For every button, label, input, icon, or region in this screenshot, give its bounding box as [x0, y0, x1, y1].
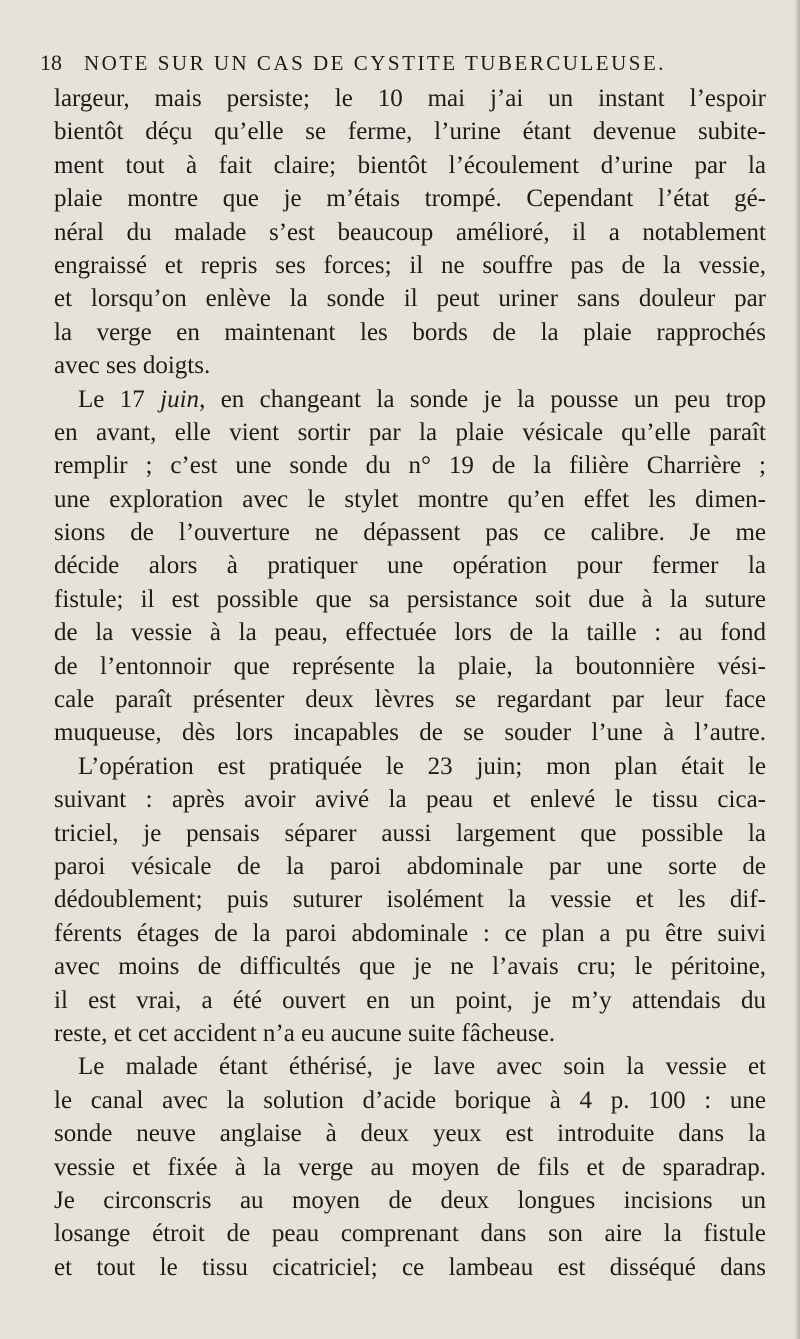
text-line: plaie montre que je m’étais trompé. Cependant l’état gé- — [54, 185, 766, 213]
text-line: triciel, je pensais séparer aussi largement que possible la — [54, 819, 766, 847]
text-line: ment tout à fait claire; bientôt l’écoulement d’urine par la — [54, 151, 766, 179]
text-line: fistule; il est possible que sa persistance soit due à la suture — [54, 585, 766, 613]
text-line — [54, 383, 766, 416]
text-line: néral du malade s’est beaucoup amélioré, il a notablement — [54, 218, 766, 246]
text-line: suivant : après avoir avivé la peau et enlevé le tissu cica- — [54, 786, 766, 814]
text-fragment: Le 17 — [78, 385, 161, 413]
text-line: avec ses doigts. — [54, 352, 211, 380]
text-line: décide alors à pratiquer une opération pour fermer la — [54, 552, 766, 580]
text-fragment: , en changeant la sonde je la pousse un peu trop — [199, 385, 766, 413]
text-line: muqueuse, dès lors incapables de se souder l’une à l’autre. — [54, 719, 766, 747]
text-line: une exploration avec le stylet montre qu’en effet les dimen- — [54, 485, 766, 513]
text-line: L’opération est pratiquée le 23 juin; mon plan était le — [78, 752, 766, 780]
text-line: il est vrai, a été ouvert en un point, je m’y attendais du — [54, 986, 766, 1014]
text-line: reste, et cet accident n’a eu aucune suite fâcheuse. — [54, 1019, 556, 1047]
text-line: engraissé et repris ses forces; il ne souffre pas de la vessie, — [54, 251, 766, 279]
text-line: largeur, mais persiste; le 10 mai j’ai un instant l’espoir — [54, 85, 766, 112]
running-header — [40, 48, 760, 78]
text-line: paroi vésicale de la paroi abdominale par une sorte de — [54, 852, 766, 880]
text-line: le canal avec la solution d’acide borique à 4 p. 100 : une — [54, 1086, 766, 1114]
text-line: avec moins de difficultés que je ne l’avais cru; le péritoine, — [54, 953, 766, 981]
text-line: dédoublement; puis suturer isolément la vessie et les dif- — [54, 886, 766, 914]
text-line: cale paraît présenter deux lèvres se regardant par leur face — [54, 686, 766, 714]
page-edge-shadow — [794, 0, 800, 1339]
text-line: férents étages de la paroi abdominale : ce plan a pu être suivi — [54, 919, 766, 947]
text-line: sions de l’ouverture ne dépassent pas ce calibre. Je me — [54, 519, 766, 547]
text-line: de la vessie à la peau, effectuée lors de la taille : au fond — [54, 619, 766, 647]
text-line: bientôt déçu qu’elle se ferme, l’urine étant devenue subite- — [54, 118, 766, 146]
text-line: de l’entonnoir que représente la plaie, la boutonnière vési- — [54, 652, 766, 680]
text-line: losange étroit de peau comprenant dans son aire la fistule — [54, 1220, 766, 1248]
text-line: et tout le tissu cicatriciel; ce lambeau est disséqué dans — [54, 1253, 766, 1281]
text-line: la verge en maintenant les bords de la plaie rapprochés — [54, 318, 766, 346]
text-line: sonde neuve anglaise à deux yeux est introduite dans la — [54, 1120, 766, 1148]
running-title: NOTE SUR UN CAS DE CYSTITE TUBERCULEUSE. — [84, 51, 667, 75]
text-line: Le malade étant éthérisé, je lave avec soin la vessie et — [78, 1053, 766, 1081]
text-line: Je circonscris au moyen de deux longues incisions un — [54, 1186, 766, 1214]
page-number: 18 — [40, 50, 62, 75]
text-line: vessie et fixée à la verge au moyen de fils et de sparadrap. — [54, 1153, 766, 1181]
text-line: remplir ; c’est une sonde du n° 19 de la filière Charrière ; — [54, 452, 766, 480]
italic-date: juin — [160, 385, 200, 413]
body-text — [54, 82, 766, 1284]
text-line: et lorsqu’on enlève la sonde il peut uriner sans douleur par — [54, 285, 766, 313]
text-line: en avant, elle vient sortir par la plaie vésicale qu’elle paraît — [54, 418, 766, 446]
